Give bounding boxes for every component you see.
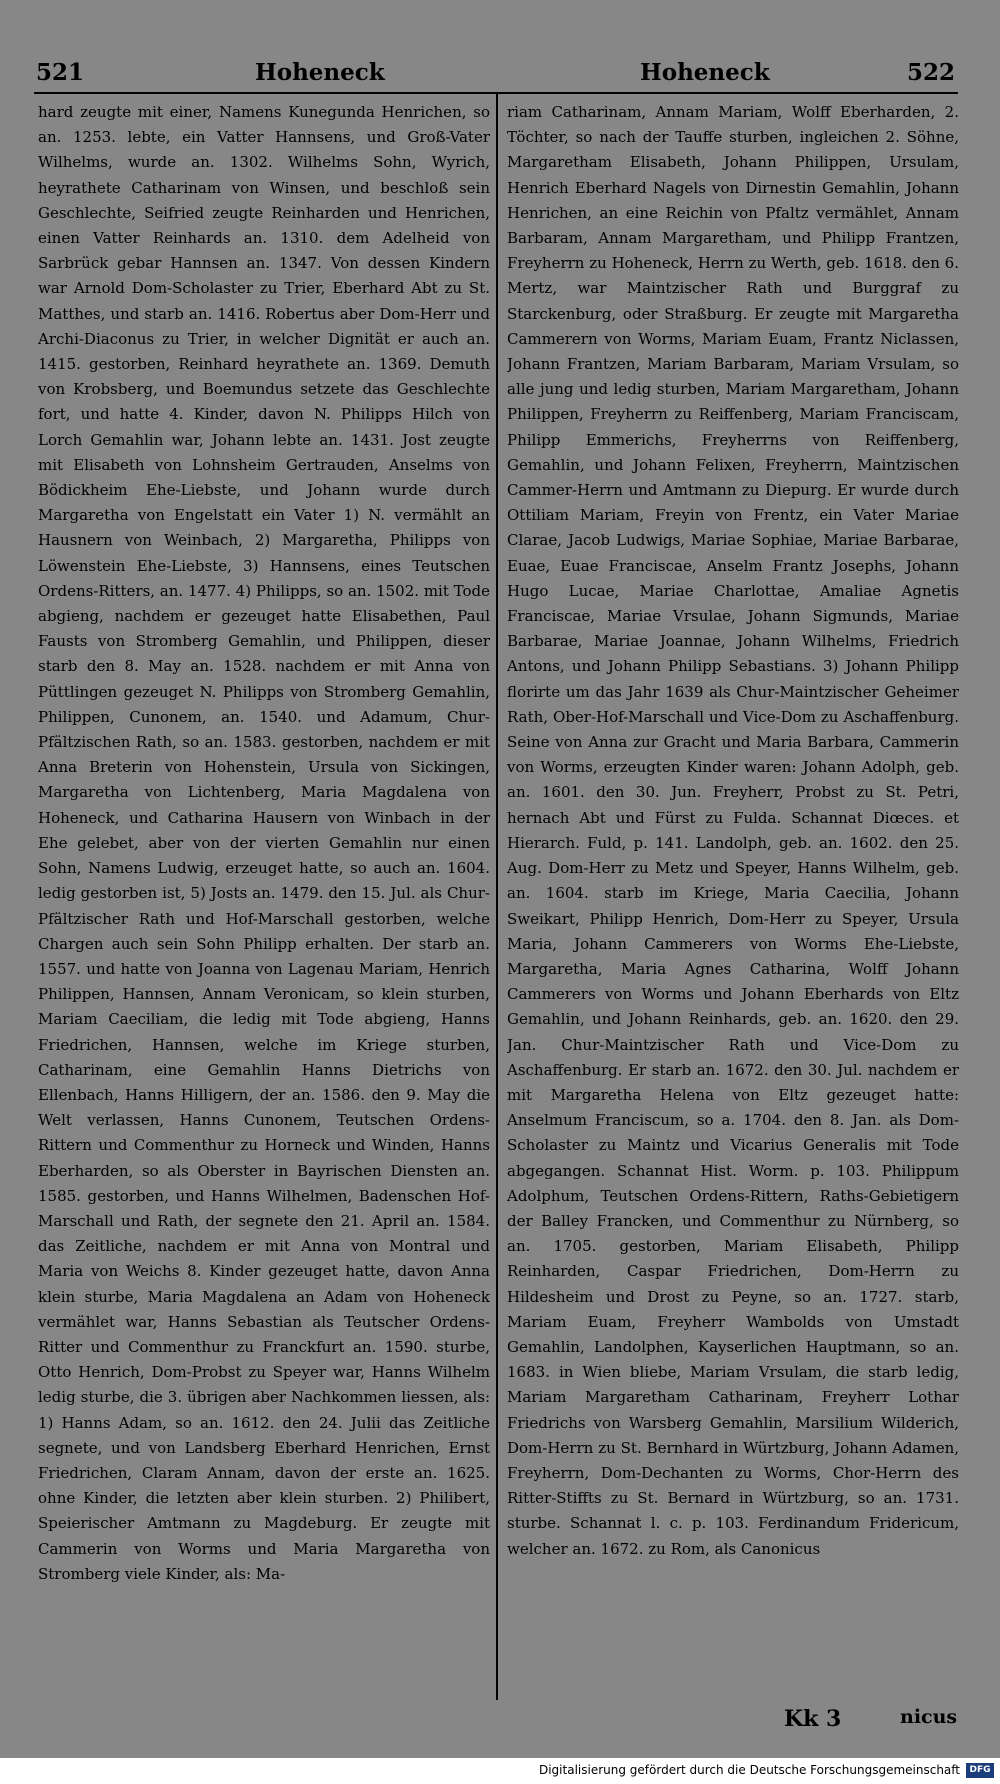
left-column [38,100,490,1698]
funding-note: Digitalisierung gefördert durch die Deutsche Forschungsgemeinschaft [538,1763,960,1777]
right-running-title: Hoheneck [640,59,770,86]
right-column [507,100,959,1698]
footer-bar [0,1758,1000,1784]
left-running-title: Hoheneck [255,59,385,86]
dfg-logo-icon: DFG [966,1763,994,1778]
signature-mark: Kk 3 [784,1706,842,1732]
right-page-number: 522 [907,59,956,86]
left-page-number: 521 [36,59,85,86]
left-column-text: hard zeugte mit einer, Namens Kunegunda Henrichen, so an. 1253. lebte, ein Vatter Hannsens, und Groß-Vater Wilhelms, wurde an. 1302. Wilhelms Sohn, Wyrich, heyrathete Catharinam von Winsen, und beschloß sein Geschlechte, Seifried zeugte Reinharden und Henrichen, einen Vatter Reinhards an. 1310. dem Adelheid von Sarbrück gebar Hannsen an. 1347. Von dessen Kindern war Arnold Dom-Scholaster zu Trier, Eberhard Abt zu St. Matthes, und starb an. 1416. Robertus aber Dom-Herr und Archi-Diaconus zu Trier, in welcher Dignität er auch an. 1415. gestorben, Reinhard heyrathete an. 1369. Demuth von Krobsberg, und Boemundus setzete das Geschlechte fort, und hatte 4. Kinder, davon N. Philipps Hilch von Lorch Gemahlin war, Johann lebte an. 1431. Jost zeugte mit Elisabeth von Lohnsheim Gertrauden, Anselms von Bödickheim Ehe-Liebste, und Johann wurde durch Margaretha von Engelstatt ein Vater 1) N. vermählt an Hausnern von Weinbach, 2) Margaretha, Philipps von Löwenstein Ehe-Liebste, 3) Hannsens, eines Teutschen Ordens-Ritters, an. 1477. 4) Philipps, so an. 1502. mit Tode abgieng, nachdem er gezeuget hatte Elisabethen, Paul Fausts von Stromberg Gemahlin, und Philippen, dieser starb den 8. May an. 1528. nachdem er mit Anna von Püttlingen gezeuget N. Philipps von Stromberg Gemahlin, Philippen, Cunonem, an. 1540. und Adamum, Chur-Pfältzischen Rath, so an. 1583. gestorben, nachdem er mit Anna Breterin von Hohenstein, Ursula von Sickingen, Margaretha von Lichtenberg, Maria Magdalena von Hoheneck, und Catharina Hausern von Winbach in der Ehe gelebet, aber von der vierten Gemahlin nur einen Sohn, Namens Ludwig, erzeuget hatte, so auch an. 1604. ledig gestorben ist, 5) Josts an. 1479. den 15. Jul. als Chur-Pfältzischer Rath und Hof-Marschall gestorben, welche Chargen auch sein Sohn Philipp erhalten. Der starb an. 1557. und hatte von Joanna von Lagenau Mariam, Henrich Philippen, Hannsen, Annam Veronicam, so klein sturben, Mariam Caeciliam, die ledig mit Tode abgieng, Hanns Friedrichen, Hannsen, welche im Kriege sturben, Catharinam, eine Gemahlin Hanns Dietrichs von Ellenbach, Hanns Hilligern, der an. 1586. den 9. May die Welt verlassen, Hanns Cunonem, Teutschen Ordens-Rittern und Commenthur zu Horneck und Winden, Hanns Eberharden, so als Oberster in Bayrischen Diensten an. 1585. gestorben, und Hanns Wilhelmen, Badenschen Hof-Marschall und Rath, der segnete den 21. April an. 1584. das Zeitliche, nachdem er mit Anna von Montral und Maria von Weichs 8. Kinder gezeuget hatte, davon Anna klein sturbe, Maria Magdalena an Adam von Hoheneck vermählet war, Hanns Sebastian als Teutscher Ordens-Ritter und Commenthur zu Franckfurt an. 1590. sturbe, Otto Henrich, Dom-Probst zu Speyer war, Hanns Wilhelm ledig sturbe, die 3. übrigen aber Nachkommen liessen, als: 1) Hanns Adam, so an. 1612. den 24. Julii das Zeitliche segnete, und von Landsberg Eberhard Henrichen, Ernst Friedrichen, Claram Annam, davon der erste an. 1625. ohne Kinder, die letzten aber klein sturben. 2) Philibert, Speierischer Amtmann zu Magdeburg. Er zeugte mit Cammerin von Worms und Maria Margaretha von Stromberg viele Kinder, als: Ma- [38,103,490,1583]
right-column-text: riam Catharinam, Annam Mariam, Wolff Eberharden, 2. Töchter, so nach der Tauffe sturben, ingleichen 2. Söhne, Margaretham Elisabeth, Johann Philippen, Ursulam, Henrich Eberhard Nagels von Dirnestin Gemahlin, Johann Henrichen, an eine Reichin von Pfaltz vermählet, Annam Barbaram, Annam Margaretham, und Philipp Frantzen, Freyherrn zu Hoheneck, Herrn zu Werth, geb. 1618. den 6. Mertz, war Maintzischer Rath und Burggraf zu Starckenburg, oder Straßburg. Er zeugte mit Margaretha Cammerern von Worms, Mariam Euam, Frantz Niclassen, Johann Frantzen, Mariam Barbaram, Mariam Vrsulam, so alle jung und ledig sturben, Mariam Margaretham, Johann Philippen, Freyherrn zu Reiffenberg, Mariam Franciscam, Philipp Emmerichs, Freyherrns von Reiffenberg, Gemahlin, und Johann Felixen, Freyherrn, Maintzischen Cammer-Herrn und Amtmann zu Diepurg. Er wurde durch Ottiliam Mariam, Freyin von Frentz, ein Vater Mariae Clarae, Jacob Ludwigs, Mariae Sophiae, Mariae Barbarae, Euae, Euae Franciscae, Anselm Frantz Josephs, Johann Hugo Lucae, Mariae Charlottae, Amaliae Agnetis Franciscae, Mariae Vrsulae, Johann Sigmunds, Mariae Barbarae, Mariae Joannae, Johann Wilhelms, Friedrich Antons, und Johann Philipp Sebastians. 3) Johann Philipp florirte um das Jahr 1639 als Chur-Maintzischer Geheimer Rath, Ober-Hof-Marschall und Vice-Dom zu Aschaffenburg. Seine von Anna zur Gracht und Maria Barbara, Cammerin von Worms, erzeugten Kinder waren: Johann Adolph, geb. an. 1601. den 30. Jun. Freyherr, Probst zu St. Petri, hernach Abt und Fürst zu Fulda. Schannat Diœces. et Hierarch. Fuld, p. 141. Landolph, geb. an. 1602. den 25. Aug. Dom-Herr zu Metz und Speyer, Hanns Wilhelm, geb. an. 1604. starb im Kriege, Maria Caecilia, Johann Sweikart, Philipp Henrich, Dom-Herr zu Speyer, Ursula Maria, Johann Cammerers von Worms Ehe-Liebste, Margaretha, Maria Agnes Catharina, Wolff Johann Cammerers von Worms und Johann Eberhards von Eltz Gemahlin, und Johann Reinhards, geb. an. 1620. den 29. Jan. Chur-Maintzischer Rath und Vice-Dom zu Aschaffenburg. Er starb an. 1672. den 30. Jul. nachdem er mit Margaretha Helena von Eltz gezeuget hatte: Anselmum Franciscum, so a. 1704. den 8. Jan. als Dom-Scholaster zu Maintz und Vicarius Generalis mit Tode abgegangen. Schannat Hist. Worm. p. 103. Philippum Adolphum, Teutschen Ordens-Rittern, Raths-Gebietigern der Balley Francken, und Commenthur zu Nürnberg, so an. 1705. gestorben, Mariam Elisabeth, Philipp Reinharden, Caspar Friedrichen, Dom-Herrn zu Hildesheim und Drost zu Peyne, so an. 1727. starb, Mariam Euam, Freyherr Wambolds von Umstadt Gemahlin, Landolphen, Kayserlichen Hauptmann, so an. 1683. in Wien bliebe, Mariam Vrsulam, die starb ledig, Mariam Margaretham Catharinam, Freyherr Lothar Friedrichs von Warsberg Gemahlin, Marsilium Wilderich, Dom-Herrn zu St. Bernhard in Würtzburg, Johann Adamen, Freyherrn, Dom-Dechanten zu Worms, Chor-Herrn des Ritter-Stiffts zu St. Bernard in Würtzburg, so an. 1731. sturbe. Schannat l. c. p. 103. Ferdinandum Fridericum, welcher an. 1672. zu Rom, als Canonicus [507,103,959,1558]
catchword: nicus [900,1706,958,1728]
column-divider [496,94,498,1700]
